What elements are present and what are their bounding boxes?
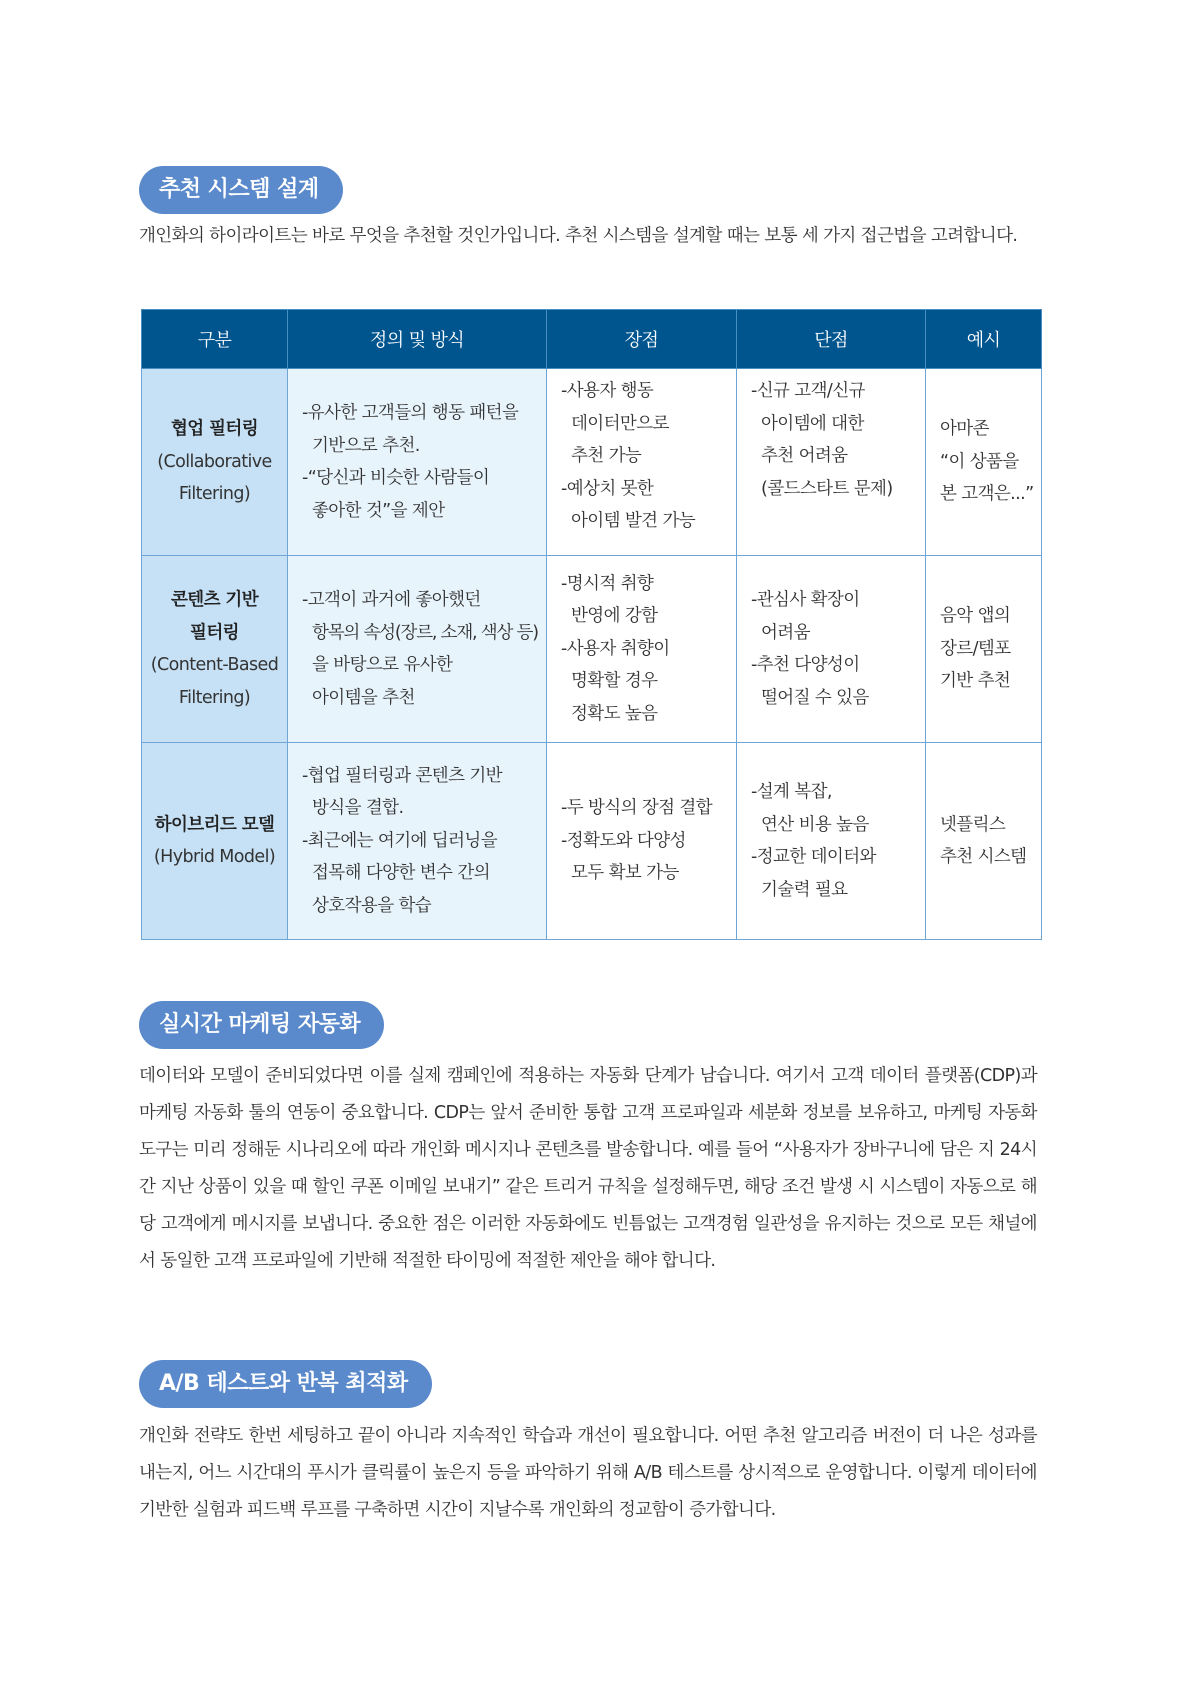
- category-english: (Hybrid Model): [153, 847, 276, 867]
- category-name: 하이브리드 모델: [154, 814, 275, 835]
- definition-line: 항목의 속성(장르, 소재, 색상 등): [312, 622, 538, 643]
- definition-line: 을 바탕으로 유사한: [312, 655, 453, 675]
- section-title-marketing-automation: 실시간 마케팅 자동화: [139, 1001, 384, 1049]
- pros-line: 데이터만으로: [571, 413, 669, 434]
- cons-line: -신규 고객/신규: [751, 381, 865, 401]
- header-cons: 단점: [737, 310, 926, 369]
- definition-line: 상호작용을 학습: [312, 895, 432, 916]
- recommendation-approaches-table: [141, 309, 1042, 940]
- category-english: Filtering): [178, 484, 251, 505]
- table-row: [142, 743, 1042, 940]
- category-cell: [142, 743, 288, 940]
- definition-line: 접목해 다양한 변수 간의: [312, 863, 490, 884]
- definition-cell: [288, 743, 547, 940]
- cons-line: -추천 다양성이: [751, 655, 860, 675]
- definition-line: 좋아한 것”을 제안: [312, 500, 445, 521]
- section-body-marketing-automation: 데이터와 모델이 준비되었다면 이를 실제 캠페인에 적용하는 자동화 단계가 남습니다. 여기서 고객 데이터 플랫폼(CDP)과 마케팅 자동화 툴의 연동이 중요합니다. CDP는 앞서 준비한 통합 고객 프로파일과 세분화 정보를 보유하고, 마케팅 자동화 도구는 미리 정해둔 시나리오에 따라 개인화 메시지나 콘텐츠를 발송합니다. 예를 들어 “사용자가 장바구니에 담은 지 24시간 지난 상품이 있을 때 할인 쿠폰 이메일 보내기” 같은 트리거 규칙을 설정해두면, 해당 조건 발생 시 시스템이 자동으로 해당 고객에게 메시지를 보냅니다. 중요한 점은 이러한 자동화에도 빈틈없는 고객경험 일관성을 유지하는 것으로 모든 채널에서 동일한 고객 프로파일에 기반해 적절한 타이밍에 적절한 제안을 해야 합니다.: [139, 1066, 1037, 1271]
- example-line: “이 상품을: [940, 451, 1019, 472]
- example-cell: [926, 369, 1042, 556]
- definition-line: -최근에는 여기에 딥러닝을: [302, 830, 497, 851]
- cons-line: -관심사 확장이: [751, 590, 860, 610]
- pros-line: 추천 가능: [571, 446, 642, 466]
- header-example: 예시: [926, 310, 1042, 369]
- definition-line: -유사한 고객들의 행동 패턴을: [302, 403, 519, 423]
- cons-line: 연산 비용 높음: [761, 814, 869, 835]
- table-row: [142, 556, 1042, 743]
- cons-line: -설계 복잡,: [751, 782, 832, 802]
- example-line: 아마존: [940, 419, 989, 440]
- example-line: 음악 앱의: [940, 606, 1011, 627]
- pros-cell: [547, 743, 737, 940]
- definition-line: 아이템을 추천: [312, 687, 415, 708]
- category-english: (Content-Based: [150, 655, 279, 675]
- cons-line: 기술력 필요: [761, 879, 848, 900]
- cons-line: 추천 어려움: [761, 446, 848, 466]
- pros-line: 모두 확보 가능: [571, 863, 679, 884]
- cons-line: 어려움: [761, 622, 810, 643]
- cons-cell: [737, 556, 926, 743]
- pros-line: 명확할 경우: [571, 671, 658, 692]
- pros-line: -사용자 취향이: [561, 638, 670, 659]
- example-cell: [926, 743, 1042, 940]
- example-cell: [926, 556, 1042, 743]
- cons-cell: [737, 369, 926, 556]
- section-title-recommendation: 추천 시스템 설계: [139, 166, 343, 214]
- definition-cell: [288, 369, 547, 556]
- cons-line: -정교한 데이터와: [751, 847, 876, 867]
- pros-line: 반영에 강함: [571, 606, 658, 627]
- example-line: 본 고객은...”: [940, 484, 1034, 505]
- section-intro-recommendation: 개인화의 하이라이트는 바로 무엇을 추천할 것인가입니다. 추천 시스템을 설계할 때는 보통 세 가지 접근법을 고려합니다.: [139, 226, 1018, 246]
- example-line: 넷플릭스: [940, 814, 1006, 835]
- category-name: 콘텐츠 기반: [170, 590, 259, 610]
- cons-line: 아이템에 대한: [761, 413, 864, 434]
- example-line: 장르/템포: [940, 638, 1011, 659]
- table-row: [142, 369, 1042, 556]
- section-body-ab-testing: 개인화 전략도 한번 세팅하고 끝이 아니라 지속적인 학습과 개선이 필요합니다. 어떤 추천 알고리즘 버전이 더 나은 성과를 내는지, 어느 시간대의 푸시가 클릭률이 높은지 등을 파악하기 위해 A/B 테스트를 상시적으로 운영합니다. 이렇게 데이터에 기반한 실험과 피드백 루프를 구축하면 시간이 지날수록 개인화의 정교함이 증가합니다.: [139, 1426, 1037, 1520]
- category-english: (Collaborative: [157, 451, 272, 472]
- pros-line: -명시적 취향: [561, 573, 654, 594]
- pros-line: -예상치 못한: [561, 478, 654, 499]
- pros-line: 정확도 높음: [571, 703, 658, 724]
- example-line: 추천 시스템: [940, 847, 1027, 867]
- definition-line: 방식을 결합.: [312, 798, 404, 819]
- category-name: 협업 필터링: [170, 419, 259, 440]
- cons-cell: [737, 743, 926, 940]
- example-line: 기반 추천: [940, 671, 1011, 692]
- section-title-ab-testing: A/B 테스트와 반복 최적화: [139, 1360, 432, 1408]
- definition-line: -고객이 과거에 좋아했던: [302, 590, 481, 610]
- pros-line: -두 방식의 장점 결합: [561, 798, 713, 819]
- definition-cell: [288, 556, 547, 743]
- header-pros: 장점: [547, 310, 737, 369]
- category-english: Filtering): [178, 687, 251, 708]
- pros-line: -정확도와 다양성: [561, 830, 686, 851]
- pros-cell: [547, 369, 737, 556]
- category-name: 필터링: [190, 622, 239, 643]
- category-cell: [142, 556, 288, 743]
- definition-line: 기반으로 추천.: [312, 435, 420, 456]
- table-header-row: [142, 310, 1042, 369]
- pros-cell: [547, 556, 737, 743]
- definition-line: -“당신과 비슷한 사람들이: [302, 468, 490, 488]
- header-category: 구분: [142, 310, 288, 369]
- pros-line: -사용자 행동: [561, 381, 654, 401]
- cons-line: 떨어질 수 있음: [761, 687, 869, 708]
- definition-line: -협업 필터링과 콘텐츠 기반: [302, 765, 502, 786]
- cons-line: (콜드스타트 문제): [761, 478, 893, 499]
- category-cell: [142, 369, 288, 556]
- header-definition: 정의 및 방식: [288, 310, 547, 369]
- pros-line: 아이템 발견 가능: [571, 511, 696, 531]
